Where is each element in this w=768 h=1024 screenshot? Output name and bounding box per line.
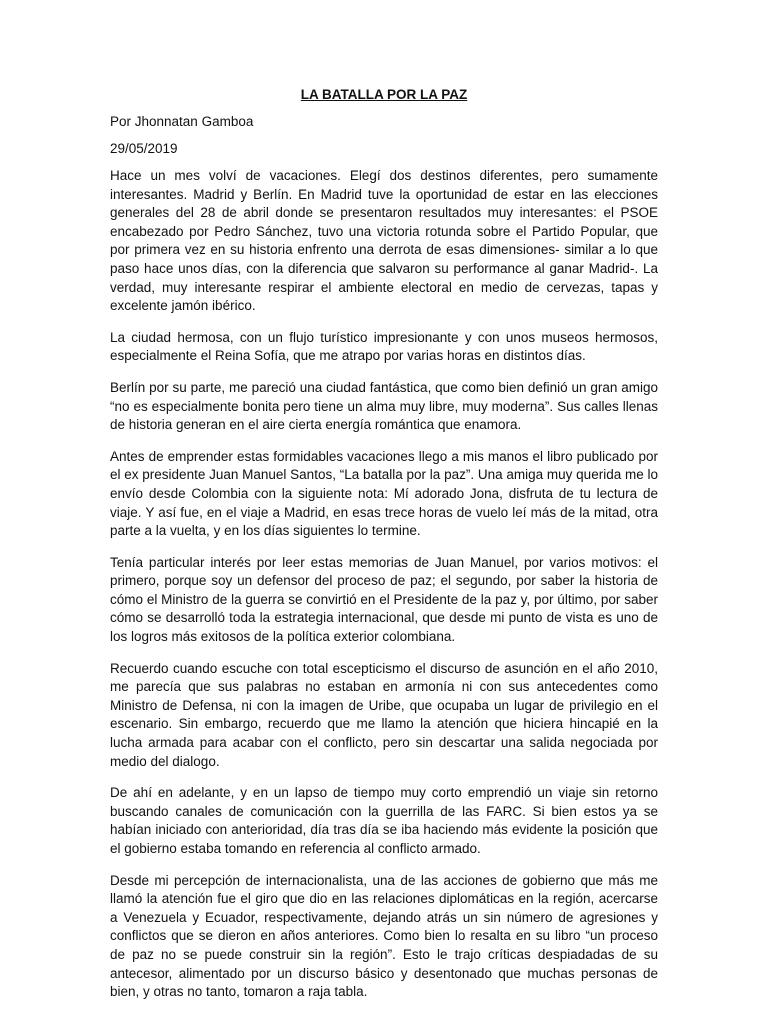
paragraph-1: Hace un mes volví de vacaciones. Elegí dos destinos diferentes, pero sumamente interesantes. Madrid y Berlín. En Madrid tuve la oportunidad de estar en las elecciones generales del 28 de abril donde se presentaron resultados muy interesantes: el PSOE encabezado por Pedro Sánchez, tuvo una victoria rotunda sobre el Partido Popular, que por primera vez en su historia enfrento una derrota de esas dimensiones- similar a lo que paso hace unos días, con la diferencia que salvaron su performance al ganar Madrid-. La verdad, muy interesante respirar el ambiente electoral en medio de cervezas, tapas y excelente jamón ibérico.	[110, 168, 658, 314]
paragraph-5: Tenía particular interés por leer estas memorias de Juan Manuel, por varios motivos: el primero, porque soy un defensor del proceso de paz; el segundo, por saber la historia de cómo el Ministro de la guerra se convirtió en el Presidente de la paz y, por último, por saber cómo se desarrolló toda la estrategia internacional, que desde mi punto de vista es uno de los logros más exitosos de la política exterior colombiana.	[110, 554, 658, 645]
document-date: 29/05/2019	[110, 141, 178, 156]
document-author: Por Jhonnatan Gamboa	[110, 114, 254, 129]
paragraph-6: Recuerdo cuando escuche con total escepticismo el discurso de asunción en el año 2010, me parecía que sus palabras no estaban en armonía ni con sus antecedentes como Ministro de Defensa, ni con la imagen de Uribe, que ocupaba un lugar de privilegio en el escenario. Sin embargo, recuerdo que me llamo la atención que hiciera hincapié en la lucha armada para acabar con el conflicto, pero sin descartar una salida negociada por medio del dialogo.	[110, 660, 658, 769]
document-title: LA BATALLA POR LA PAZ	[300, 87, 468, 102]
paragraph-4: Antes de emprender estas formidables vacaciones llego a mis manos el libro publicado por el ex presidente Juan Manuel Santos, “La batalla por la paz”. Una amiga muy querida me lo envío desde Colombia con la siguiente nota: Mí adorado Jona, disfruta de tu lectura de viaje. Y así fue, en el viaje a Madrid, en esas trece horas de vuelo leí más de la mitad, otra parte a la vuelta, y en los días siguientes lo termine.	[110, 448, 658, 539]
paragraph-8: Desde mi percepción de internacionalista, una de las acciones de gobierno que más me llamó la atención fue el giro que dio en las relaciones diplomáticas en la región, acercarse a Venezuela y Ecuador, respectivamente, dejando atrás un sin número de agresiones y conflictos que se dieron en años anteriores. Como bien lo resalta en su libro “un proceso de paz no se puede construir sin la región”. Esto le trajo críticas despiadadas de su antecesor, alimentado por un discurso básico y desentonado que muchas personas de bien, y otras no tanto, tomaron a raja tabla.	[110, 872, 658, 1000]
paragraph-2: La ciudad hermosa, con un flujo turístico impresionante y con unos museos hermosos, especialmente el Reina Sofía, que me atrapo por varias horas en distintos días.	[110, 329, 658, 364]
paragraph-7: De ahí en adelante, y en un lapso de tiempo muy corto emprendió un viaje sin retorno buscando canales de comunicación con la guerrilla de las FARC. Si bien estos ya se habían iniciado con anterioridad, día tras día se iba haciendo más evidente la posición que el gobierno estaba tomando en referencia al conflicto armado.	[110, 785, 658, 856]
paragraph-3: Berlín por su parte, me pareció una ciudad fantástica, que como bien definió un gran amigo “no es especialmente bonita pero tiene un alma muy libre, muy moderna”. Sus calles llenas de historia generan en el aire cierta energía romántica que enamora.	[110, 379, 658, 433]
document-body	[110, 167, 658, 1015]
